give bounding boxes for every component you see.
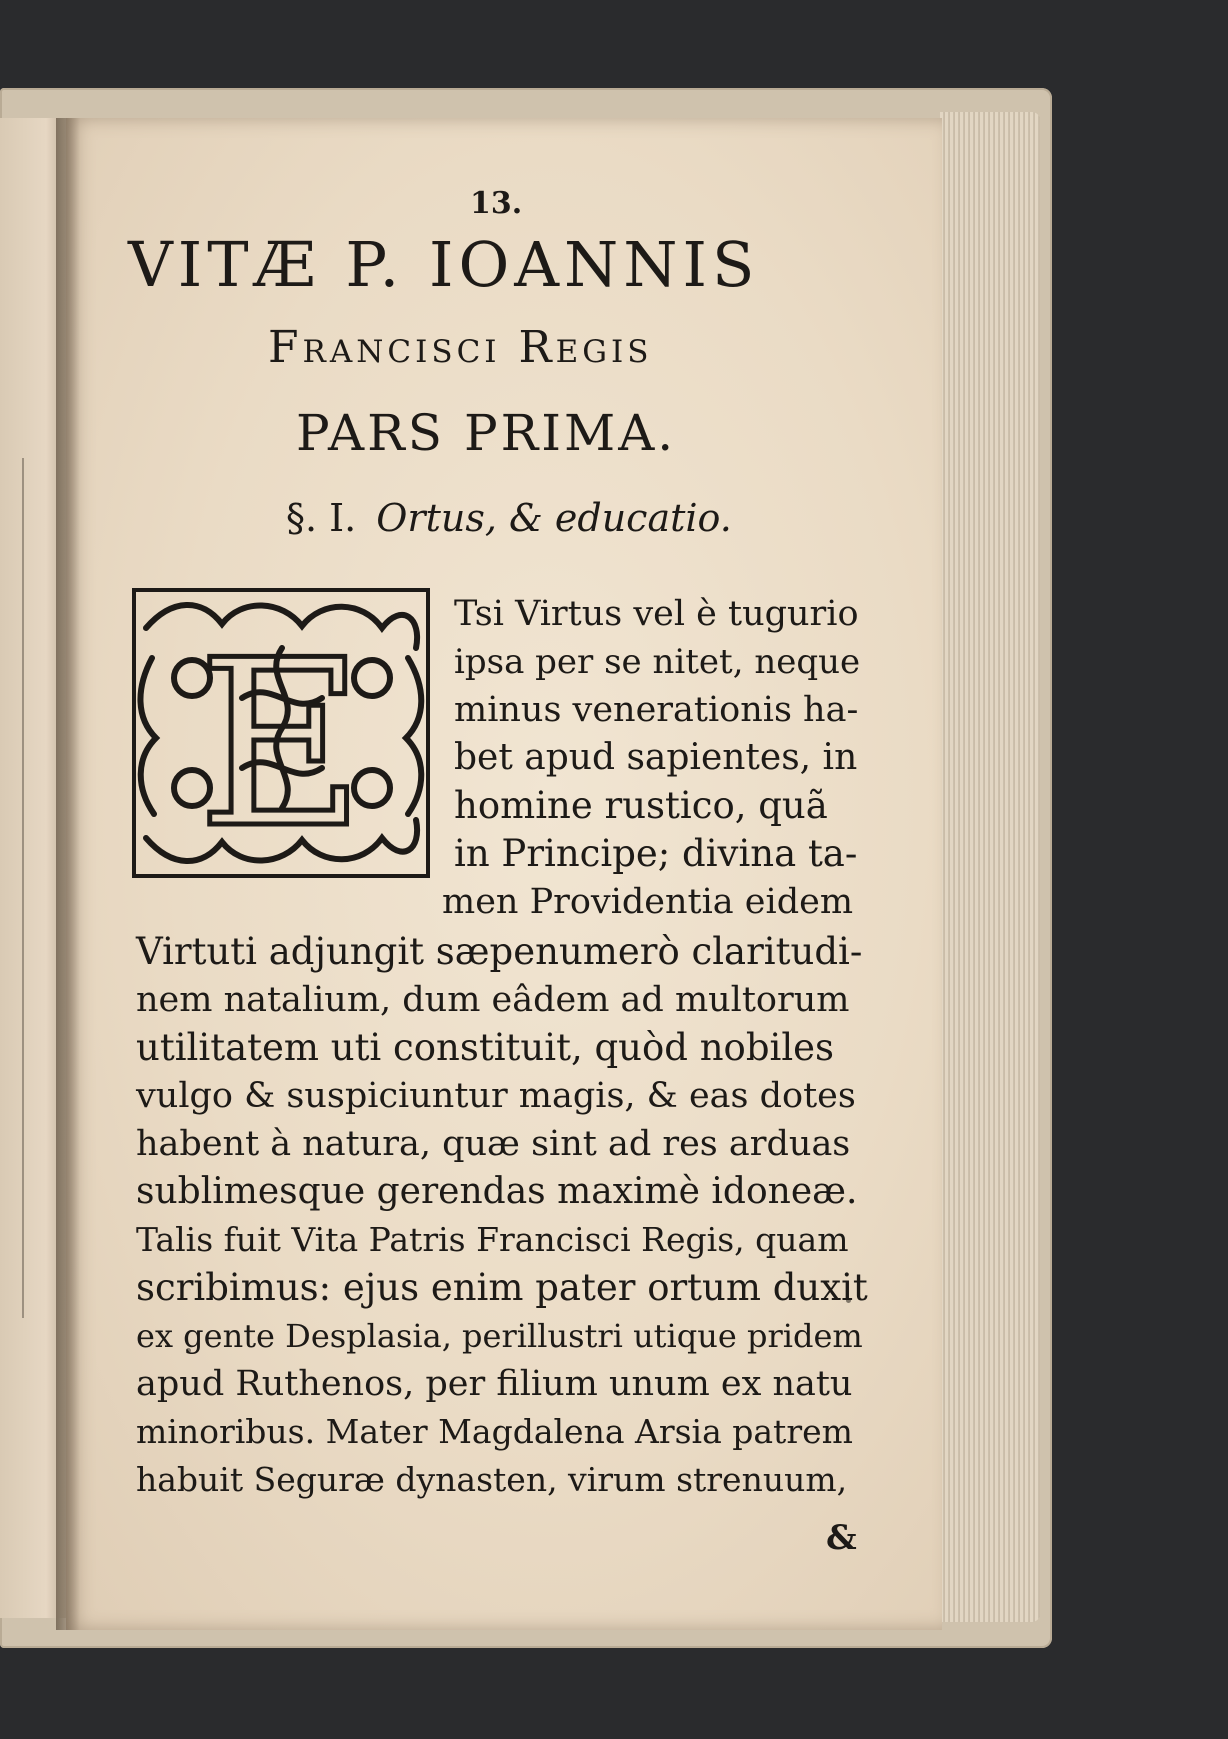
gutter-shadow xyxy=(56,118,80,1630)
text-line: habent à natura, quæ sint ad res arduas xyxy=(136,1124,851,1164)
title-line-2: Francisci Regis xyxy=(268,322,653,373)
text-line: utilitatem uti constituit, quòd nobiles xyxy=(136,1026,835,1069)
text-line: Talis fuit Vita Patris Francisci Regis, quam xyxy=(136,1220,849,1259)
left-page-show-through xyxy=(0,458,24,1318)
text-line: apud Ruthenos, per filium unum ex natu xyxy=(136,1364,853,1404)
text-line: nem natalium, dum eâdem ad multorum xyxy=(136,980,850,1020)
text-line: habuit Seguræ dynasten, virum strenuum, xyxy=(136,1460,848,1499)
text-line: in Principe; divina ta- xyxy=(454,832,858,875)
text-line: sublimesque gerendas maximè idoneæ. xyxy=(136,1171,858,1212)
text-line: ex gente Desplasia, perillustri utique pridem xyxy=(136,1317,863,1355)
title-line-1: VITÆ P. IOANNIS xyxy=(128,228,760,301)
text-line: minoribus. Mater Magdalena Arsia patrem xyxy=(136,1412,853,1451)
catchword: & xyxy=(826,1518,857,1558)
section-title: Ortus, & educatio. xyxy=(376,496,732,540)
text-line: men Providentia eidem xyxy=(442,882,854,922)
text-line: homine rustico, quã xyxy=(454,784,828,827)
decorated-initial-icon xyxy=(132,588,430,878)
section-marker: §. I. xyxy=(286,496,357,540)
text-line: minus venerationis ha- xyxy=(454,690,859,730)
page-stack-edge xyxy=(940,112,1040,1622)
page-number: 13. xyxy=(470,186,523,221)
section-heading xyxy=(286,496,732,540)
text-line: Tsi Virtus vel è tugurio xyxy=(454,594,859,634)
text-line: vulgo & suspiciuntur magis, & eas dotes xyxy=(136,1076,856,1116)
title-line-3: PARS PRIMA. xyxy=(296,404,677,462)
text-line: Virtuti adjungit sæpenumerò claritudi- xyxy=(136,930,863,973)
text-line: bet apud sapientes, in xyxy=(454,737,858,778)
text-line: ipsa per se nitet, neque xyxy=(454,642,861,682)
initial-letter: E xyxy=(197,612,365,878)
text-line: scribimus: ejus enim pater ortum duxit xyxy=(136,1266,868,1309)
